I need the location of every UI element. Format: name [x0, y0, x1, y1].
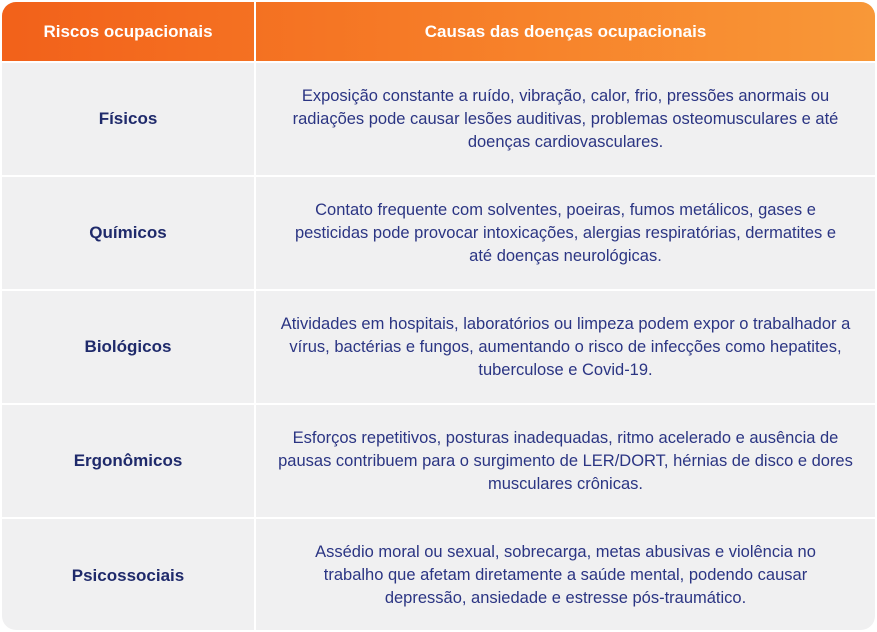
- risk-label: Ergonômicos: [73, 451, 183, 470]
- risk-label: Psicossociais: [71, 565, 185, 585]
- table-row: [2, 403, 875, 517]
- risk-cause: Atividades em hospitais, laboratórios ou limpeza podem expor o trabalhador a vírus, bactérias e fungos, aumentando o risco de infecções como hepatites, tuberculose e Covid-19.: [280, 314, 851, 379]
- table-header: [2, 2, 875, 61]
- risk-label: Químicos: [89, 223, 167, 242]
- table-row: [2, 517, 875, 630]
- table-row: [2, 175, 875, 289]
- risk-cause: Contato frequente com solventes, poeiras, fumos metálicos, gases e pesticidas pode provocar intoxicações, alergias respiratórias, dermatites e até doenças neurológicas.: [294, 200, 837, 265]
- header-causes: Causas das doenças ocupacionais: [424, 21, 707, 41]
- table-row: [2, 289, 875, 403]
- header-risks: Riscos ocupacionais: [43, 21, 213, 41]
- risk-label: Físicos: [98, 109, 158, 128]
- risk-label: Biológicos: [84, 337, 172, 356]
- risk-cause: Exposição constante a ruído, vibração, calor, frio, pressões anormais ou radiações pode causar lesões auditivas, problemas osteomusculares e até doenças cardiovasculares.: [292, 86, 839, 151]
- table-row: [2, 61, 875, 175]
- risk-cause: Esforços repetitivos, posturas inadequadas, ritmo acelerado e ausência de pausas contribuem para o surgimento de LER/DORT, hérnias de disco e dores musculares crônicas.: [278, 428, 853, 493]
- risk-cause: Assédio moral ou sexual, sobrecarga, metas abusivas e violência no trabalho que afetam diretamente a saúde mental, podendo causar depressão, ansiedade e estresse pós-traumático.: [315, 543, 816, 607]
- occupational-risks-table: [2, 2, 875, 630]
